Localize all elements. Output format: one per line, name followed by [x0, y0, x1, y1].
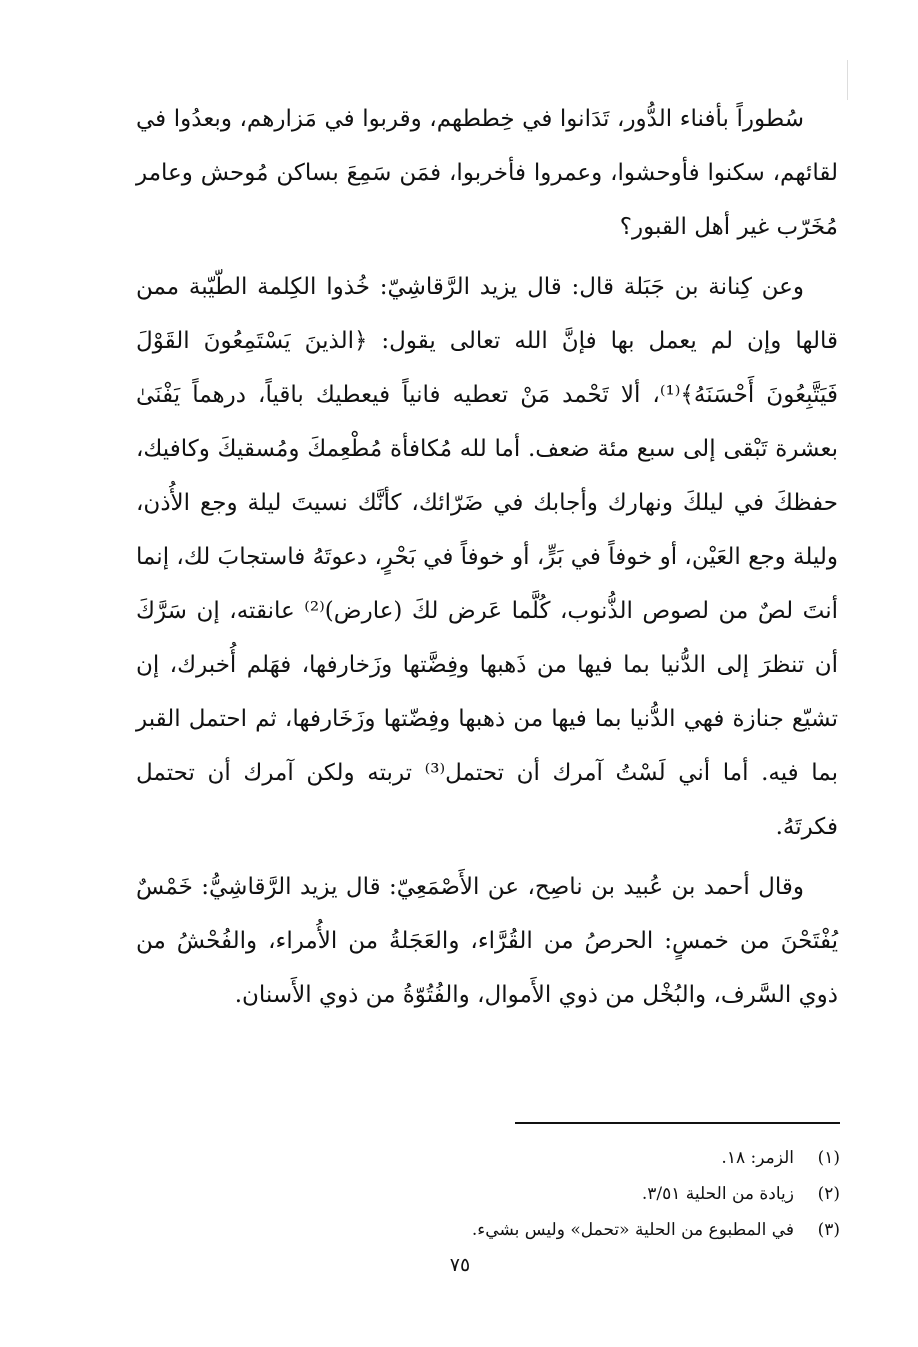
margin-mark — [847, 60, 848, 100]
footnotes — [300, 1140, 840, 1248]
footnote-number: (١) — [817, 1148, 840, 1168]
paragraph: وقال أحمد بن عُبيد بن ناصِح، عن الأَصْمَعِيّ: قال يزيد الرَّقاشِيُّ: خَمْسٌ يُفْتَحْنَ من خمسٍ: الحرصُ من القُرَّاء، والعَجَلةُ من الأُمراء، والفُحْشُ من ذوي السَّرف، والبُخْل من ذوي الأَموال، والفُتُوّةُ من ذوي الأَسنان. — [136, 874, 838, 1008]
footnote-number: (٢) — [817, 1184, 840, 1204]
paragraph: سُطوراً بأفناء الدُّور، تَدَانوا في خِططهم، وقربوا في مَزارهم، وبعدُوا في لقائهم، سكنوا فأوحشوا، وعمروا فأخربوا، فمَن سَمِعَ بساكن مُوحش وعامر مُخَرّب غير أهل القبور؟ — [136, 106, 838, 240]
footnote-text: زيادة من الحلية ٣/٥١. — [641, 1184, 794, 1204]
footnote-text: في المطبوع من الحلية «تحمل» وليس بشيء. — [471, 1220, 794, 1240]
footnote-divider — [515, 1122, 840, 1124]
footnote — [300, 1140, 840, 1176]
footnote-text: الزمر: ١٨. — [721, 1148, 794, 1168]
paragraph: وعن كِنانة بن جَبَلة قال: قال يزيد الرَّقاشِيّ: خُذوا الكِلمة الطّيّبة ممن قالها وإن لم يعمل بها فإنَّ الله تعالى يقول: ﴿الذينَ يَسْتَمِعُونَ القَوْلَ فَيَتَّبِعُونَ أَحْسَنَهُ﴾⁽¹⁾، ألا تَحْمد مَنْ تعطيه فانياً فيعطيك باقياً، درهماً يَفْنَىٰ بعشرة تَبْقى إلى سبع مئة ضعف. أما لله مُكافأة مُطْعِمكَ ومُسقيكَ وكافيك، حفظكَ في ليلكَ ونهارك وأجابك في ضَرّائك، كأنَّك نسيتَ ليلة وجع الأُذن، وليلة وجع العَيْن، أو خوفاً في بَرٍّ، أو خوفاً في بَحْرٍ، دعوتَهُ فاستجابَ لك، إنما أنتَ لصٌ من لصوص الذُّنوب، كُلَّما عَرض لكَ (عارض)⁽²⁾ عانقته، إن سَرَّكَ أن تنظرَ إلى الدُّنيا بما فيها من ذَهبها وفِضَّتها وزَخارفها، فهَلم أُخبرك، إن تشيّع جنازة فهي الدُّنيا بما فيها من ذهبها وفِضّتها وزَخَارفها، ثم احتمل القبر بما فيه. أما أني لَسْتُ آمرك أن تحتمل⁽³⁾ تربته ولكن آمرك أن تحتمل فكرتَهُ. — [136, 274, 838, 840]
footnote — [300, 1212, 840, 1248]
footnote — [300, 1176, 840, 1212]
footnote-number: (٣) — [817, 1220, 840, 1240]
page-number: ٧٥ — [449, 1254, 471, 1276]
main-text — [136, 92, 838, 1028]
